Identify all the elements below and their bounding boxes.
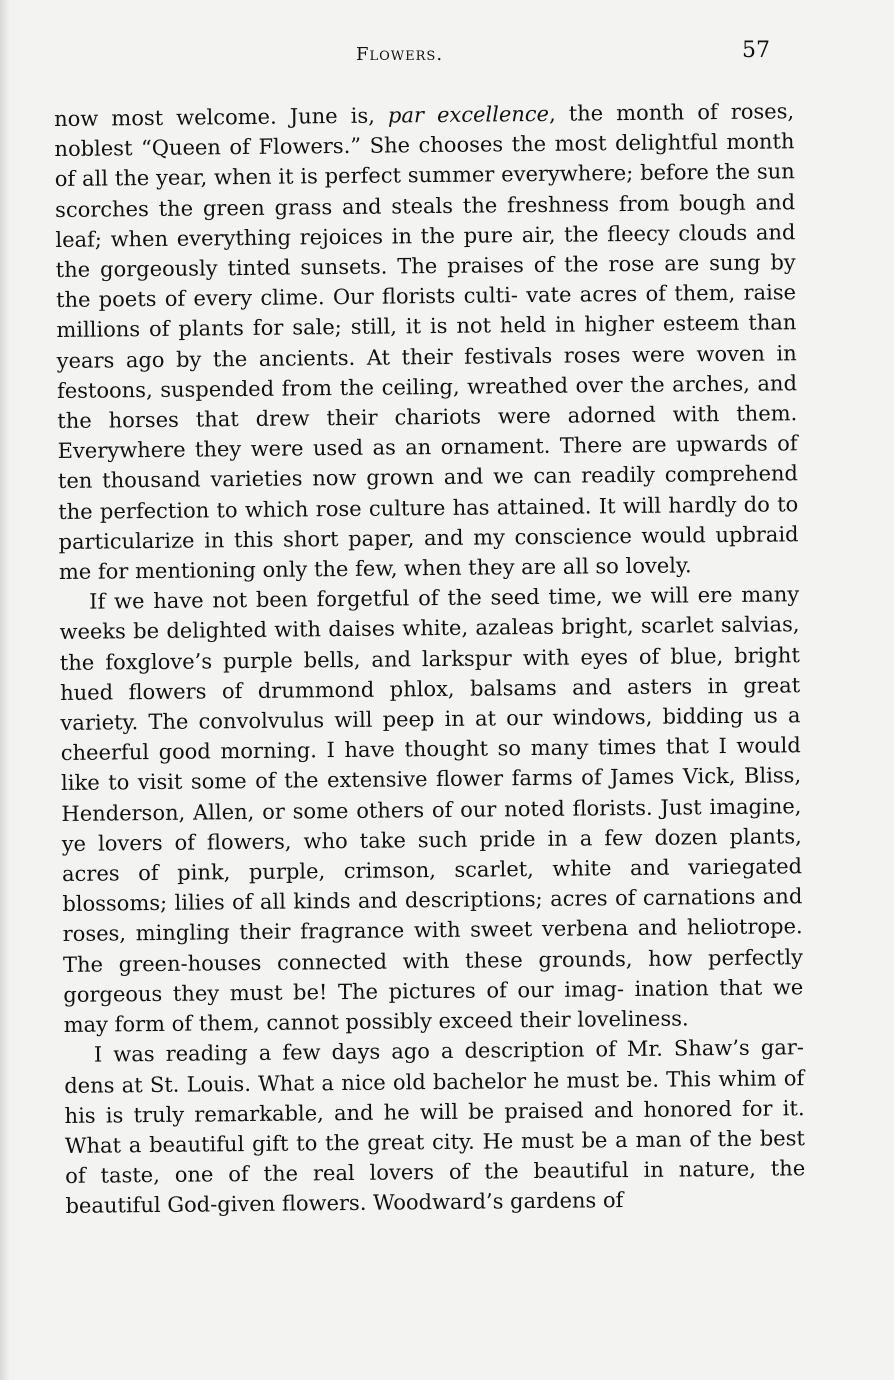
- paragraph-2: If we have not been forgetful of the seed time, we will ere many weeks be delighted with daises white, azaleas bright, scarlet salvias, the foxglove’s purple bells, and larkspur with eyes of blue, bright hued flowers of drummond phlox, balsams and asters in great variety. The convolvulus will peep in at our windows, bidding us a cheerful good morning. I have thought so many times that I would like to visit some of the extensive flower farms of James Vick, Bliss, Henderson, Allen, or some others of our noted florists. Just imagine, ye lovers of flowers, who take such pride in a few dozen plants, acres of pink, purple, crimson, scarlet, white and variegated blossoms; lilies of all kinds and descriptions; acres of carnations and roses, mingling their fragrance with sweet verbena and heliotrope. The green-houses connected with these grounds, how perfectly gorgeous they must be! The pictures of our imag- ination that we may form of them, cannot possibly exceed their loveliness.: [59, 582, 804, 1038]
- page-binding-shadow: [0, 0, 10, 1380]
- paragraph-1-rest: , the month of roses, noblest “Queen of Flowers.” She chooses the most delightful month of all the year, when it is perfect summer everywhere; before the sun scorches the green grass and steals the freshness from bough and leaf; when everything rejoices in the pure air, the fleecy clouds and the gorgeously tinted sunsets. The praises of the rose are sung by the poets of every clime. Our florists culti- vate acres of them, raise millions of plants for sale; still, it is not held in higher esteem than years ago by the ancients. At their festivals roses were woven in festoons, suspended from the ceiling, wreathed over the arches, and the horses that drew their chariots were adorned with them. Everywhere they were used as an ornament. There are upwards of ten thousand varieties now grown and we can readily comprehend the perfection to which rose culture has attained. It will hardly do to particularize in this short paper, and my conscience would upbraid me for mentioning only the few, when they are all so lovely.: [54, 99, 799, 585]
- paragraph-1: [54, 96, 799, 587]
- paragraph-3: I was reading a few days ago a description of Mr. Shaw’s gar- dens at St. Louis. What a nice old bachelor he must be. This whim of his is truly remarkable, and he will be praised and honored for it. What a beautiful gift to the great city. He must be a man of the best of taste, one of the real lovers of the beautiful in nature, the beautiful God-given flowers. Woodward’s gardens of: [64, 1035, 806, 1219]
- running-title: Flowers.: [356, 44, 444, 65]
- page-number: 57: [742, 38, 770, 63]
- emphasis-par-excellence: par excellence: [387, 101, 550, 128]
- paragraph-1-start: now most welcome. June is,: [54, 103, 389, 131]
- body-text: [54, 96, 806, 1221]
